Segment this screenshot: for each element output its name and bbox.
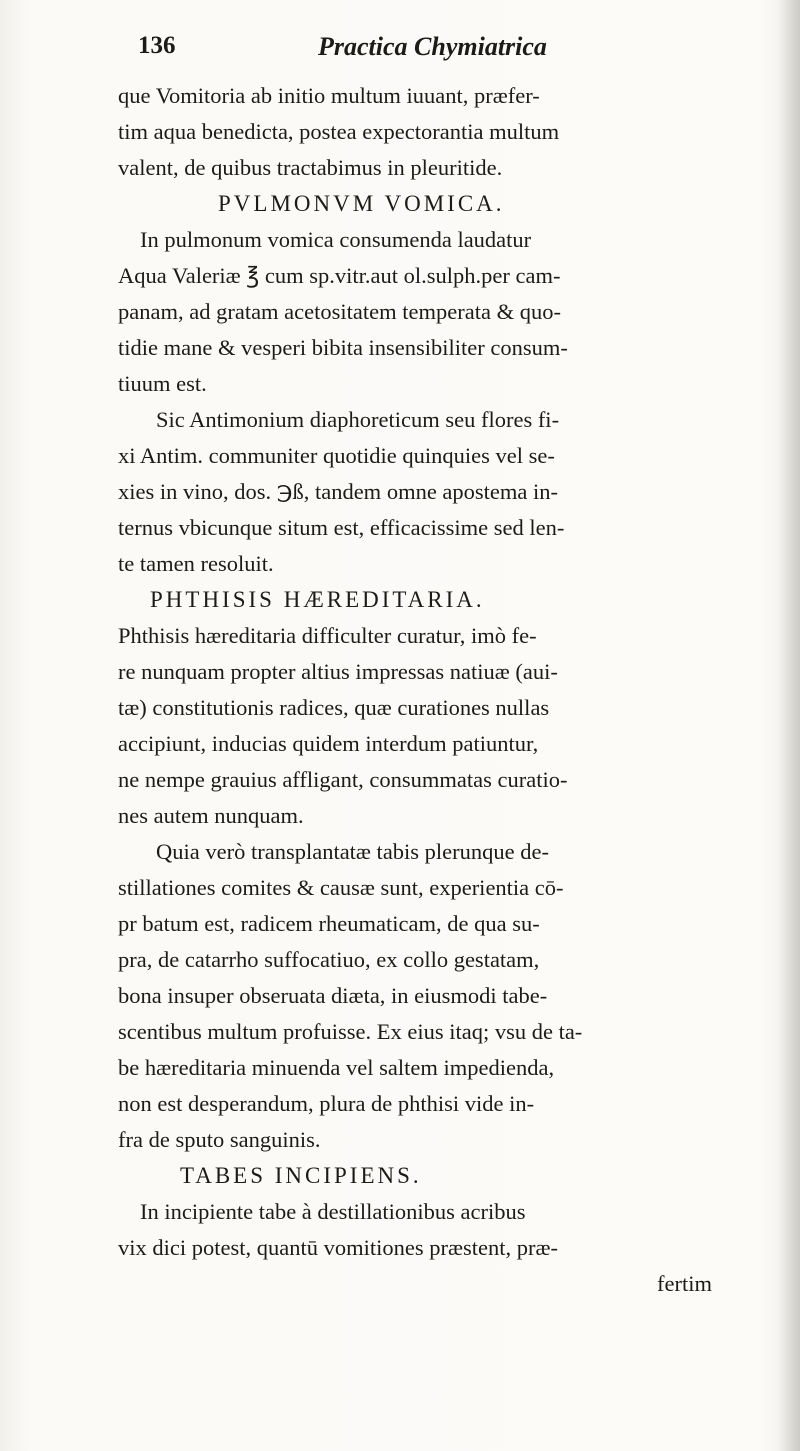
text-line: accipiunt, inducias quidem interdum patiuntur, bbox=[118, 731, 539, 756]
text-line: tim aqua benedicta, postea expectorantia multum bbox=[118, 119, 560, 144]
text-line: tidie mane & vesperi bibita insensibiliter consum- bbox=[118, 335, 568, 360]
text-line: que Vomitoria ab initio multum iuuant, præfer- bbox=[118, 83, 540, 108]
text-line: xi Antim. communiter quotidie quinquies vel se- bbox=[118, 443, 555, 468]
section-heading-phthisis: PHTHISIS HÆREDITARIA. bbox=[150, 587, 485, 612]
text-line: panam, ad gratam acetositatem temperata & quo- bbox=[118, 299, 561, 324]
running-head: Practica Chymiatrica bbox=[318, 32, 547, 61]
section-heading-tabes-incipiens: TABES INCIPIENS. bbox=[180, 1163, 422, 1188]
text-line: nes autem nunquam. bbox=[118, 803, 304, 828]
text-line: te tamen resoluit. bbox=[118, 551, 274, 576]
catchword: fertim bbox=[657, 1271, 712, 1296]
text-line: Sic Antimonium diaphoreticum seu flores fi- bbox=[156, 407, 560, 432]
text-line: pr batum est, radicem rheumaticam, de qua su- bbox=[118, 911, 540, 936]
text-line: bona insuper obseruata diæta, in eiusmodi tabe- bbox=[118, 983, 548, 1008]
text-line: ne nempe grauius affligant, consummatas curatio- bbox=[118, 767, 568, 792]
text-line: Aqua Valeriæ ℥ cum sp.vitr.aut ol.sulph.per cam- bbox=[118, 263, 561, 288]
text-line: fra de sputo sanguinis. bbox=[118, 1127, 321, 1152]
text-line: vix dici potest, quantū vomitiones præstent, præ- bbox=[118, 1235, 558, 1260]
text-line: valent, de quibus tractabimus in pleuritide. bbox=[118, 155, 503, 180]
text-line: scentibus multum profuisse. Ex eius itaq; vsu de ta- bbox=[118, 1019, 583, 1044]
section-heading-pulmonum-vomica: PVLMONVM VOMICA. bbox=[218, 191, 505, 216]
body-text bbox=[118, 78, 718, 1302]
text-line: stillationes comites & causæ sunt, experientia cō- bbox=[118, 875, 564, 900]
text-line: re nunquam propter altius impressas natiuæ (aui- bbox=[118, 659, 558, 684]
page-number: 136 bbox=[138, 32, 176, 59]
text-line: Phthisis hæreditaria difficulter curatur, imò fe- bbox=[118, 623, 537, 648]
page-header bbox=[108, 32, 708, 72]
text-line: tæ) constitutionis radices, quæ curationes nullas bbox=[118, 695, 550, 720]
text-line: In incipiente tabe à destillationibus acribus bbox=[140, 1199, 526, 1224]
text-line: be hæreditaria minuenda vel saltem impedienda, bbox=[118, 1055, 555, 1080]
text-line: tiuum est. bbox=[118, 371, 207, 396]
text-line: pra, de catarrho suffocatiuo, ex collo gestatam, bbox=[118, 947, 540, 972]
text-line: xies in vino, dos. ℈ß, tandem omne apostema in- bbox=[118, 479, 559, 504]
page-gutter-shadow bbox=[778, 0, 800, 1451]
text-line: non est desperandum, plura de phthisi vide in- bbox=[118, 1091, 535, 1116]
text-line: Quia verò transplantatæ tabis plerunque de- bbox=[156, 839, 550, 864]
text-line: ternus vbicunque situm est, efficacissime sed len- bbox=[118, 515, 565, 540]
text-line: In pulmonum vomica consumenda laudatur bbox=[140, 227, 532, 252]
